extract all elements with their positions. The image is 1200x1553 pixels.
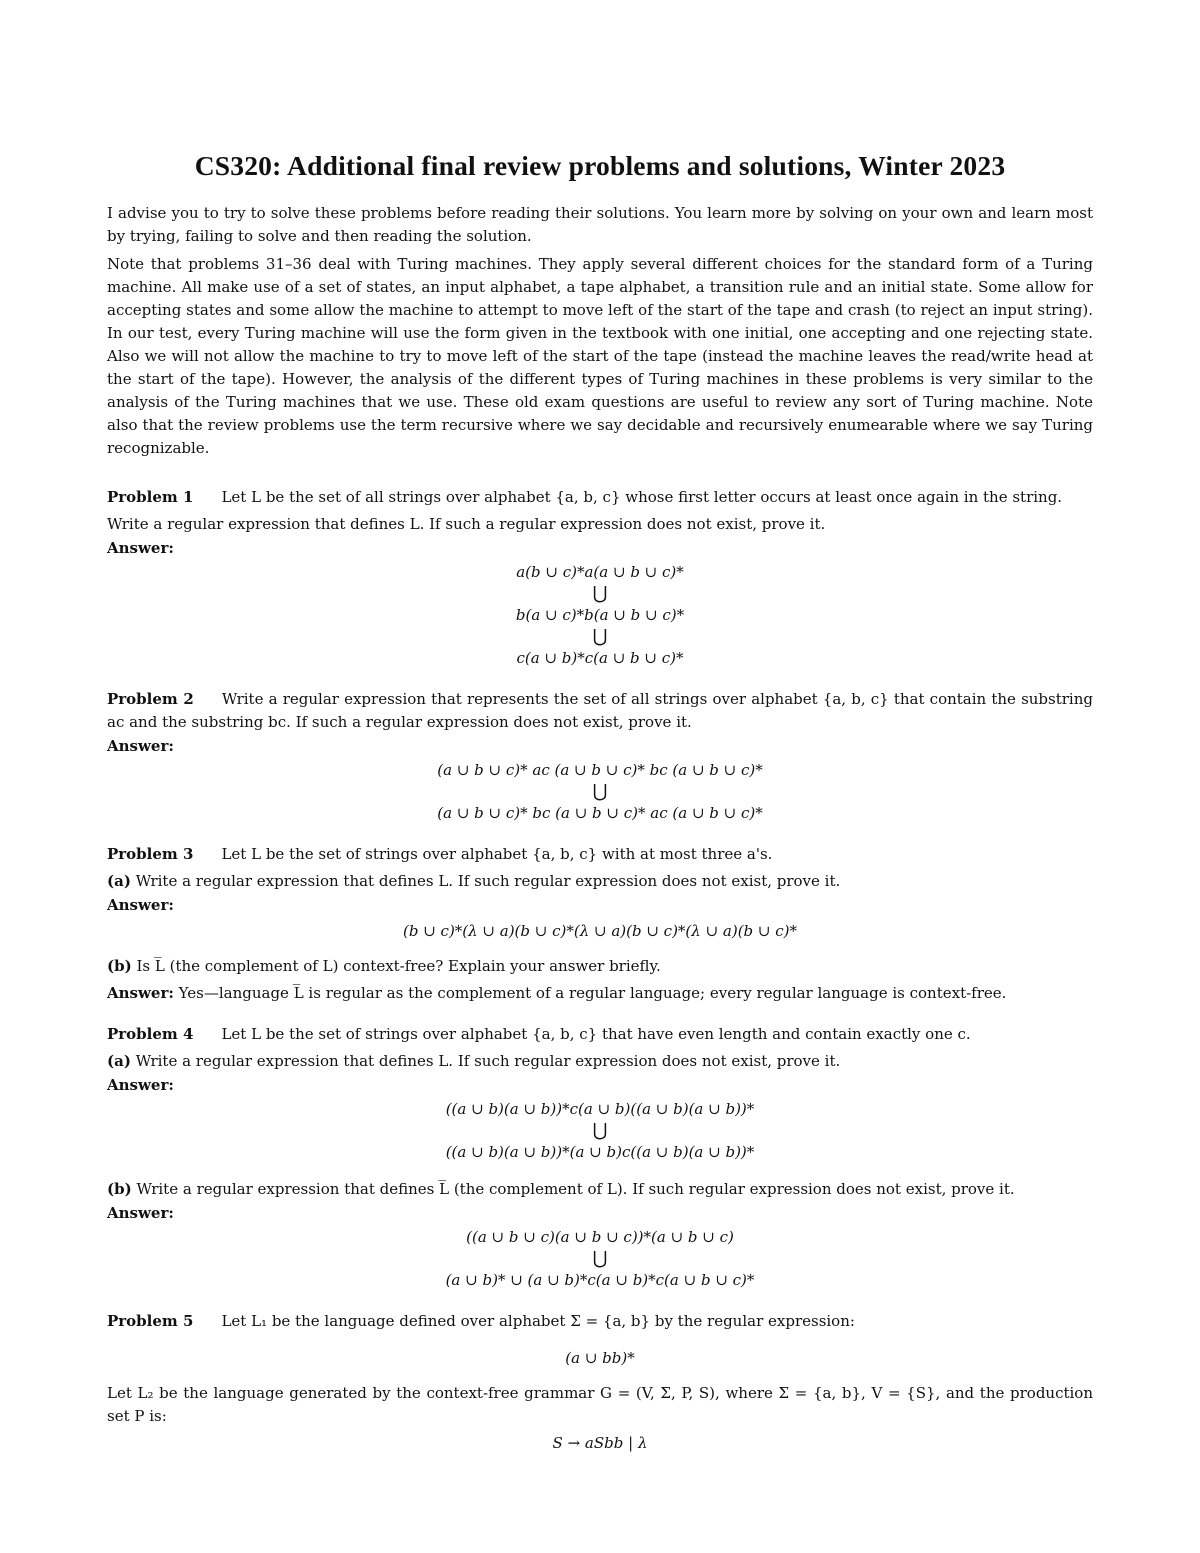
document-page <box>107 150 1093 1463</box>
problem-4-part-b-answer-line-2: (a ∪ b)* ∪ (a ∪ b)*c(a ∪ b)*c(a ∪ b ∪ c)* <box>445 1271 755 1289</box>
problem-5-regex: (a ∪ bb)* <box>565 1349 635 1367</box>
intro-paragraph-2: Note that problems 31–36 deal with Turing machines. They apply several different choices for the standard form of a Turing machine. All make use of a set of states, an input alphabet, a tape alphabet, a transition rule and an initial state. Some allow for accepting states and some allow the machine to attempt to move left of the start of the tape and crash (to reject an input string). In our test, every Turing machine will use the form given in the textbook with one initial, one accepting and one rejecting state. Also we will not allow the machine to try to move left of the start of the tape (instead the machine leaves the read/write head at the start of the tape). However, the analysis of the different types of Turing machines in these problems is very similar to the analysis of the Turing machines that we use. These old exam questions are useful to review any sort of Turing machine. Note also that the review problems use the term recursive where we say decidable and recursively enumearable where we say Turing recognizable. <box>107 255 1093 457</box>
answer-label: Answer: <box>107 737 174 755</box>
union-symbol: ⋃ <box>592 626 608 647</box>
problem-2-answer-line-2: (a ∪ b ∪ c)* bc (a ∪ b ∪ c)* ac (a ∪ b ∪ c)* <box>437 804 763 822</box>
answer-label: Answer: <box>107 896 174 914</box>
answer-label: Answer: <box>107 984 174 1002</box>
problem-5-text: Let L₁ be the language defined over alphabet Σ = {a, b} by the regular expression: <box>221 1312 855 1330</box>
problem-1-text: Let L be the set of all strings over alphabet {a, b, c} whose first letter occurs at least once again in the string. <box>221 488 1063 506</box>
problem-4-part-a-question: Write a regular expression that defines L. If such regular expression does not exist, prove it. <box>135 1052 841 1070</box>
problem-2-answer-line-1: (a ∪ b ∪ c)* ac (a ∪ b ∪ c)* bc (a ∪ b ∪ c)* <box>437 761 763 779</box>
problem-2-label: Problem 2 <box>107 690 194 708</box>
problem-4-label: Problem 4 <box>107 1025 194 1043</box>
problem-3-label: Problem 3 <box>107 845 194 863</box>
problem-2 <box>107 688 1093 825</box>
problem-5-label: Problem 5 <box>107 1312 194 1330</box>
problem-1-answer-line-1: a(b ∪ c)*a(a ∪ b ∪ c)* <box>516 563 684 581</box>
problem-4-part-a-answer-line-2: ((a ∪ b)(a ∪ b))*(a ∪ b)c((a ∪ b)(a ∪ b))* <box>445 1143 755 1161</box>
answer-label: Answer: <box>107 1204 174 1222</box>
problem-3-part-a-answer: (b ∪ c)*(λ ∪ a)(b ∪ c)*(λ ∪ a)(b ∪ c)*(λ ∪ a)(b ∪ c)* <box>402 922 798 940</box>
answer-label: Answer: <box>107 539 174 557</box>
intro-paragraph-1: I advise you to try to solve these problems before reading their solutions. You learn more by solving on your own and learn most by trying, failing to solve and then reading the solution. <box>107 204 1093 245</box>
problem-3-part-b-label: (b) <box>107 957 132 975</box>
problem-3-part-b-answer: Yes—language L̅ is regular as the complement of a regular language; every regular language is context-free. <box>178 984 1007 1002</box>
page-title: CS320: Additional final review problems and solutions, Winter 2023 <box>194 150 1006 181</box>
problem-1 <box>107 486 1093 670</box>
problem-1-answer-line-2: b(a ∪ c)*b(a ∪ b ∪ c)* <box>515 606 685 624</box>
problem-3 <box>107 843 1093 1005</box>
problem-4 <box>107 1023 1093 1292</box>
problem-4-part-b-question: Write a regular expression that defines L̅ (the complement of L). If such regular expression does not exist, prove it. <box>136 1180 1015 1198</box>
union-symbol: ⋃ <box>592 1248 608 1269</box>
problem-4-part-b-answer-line-1: ((a ∪ b ∪ c)(a ∪ b ∪ c))*(a ∪ b ∪ c) <box>466 1228 734 1246</box>
union-symbol: ⋃ <box>592 1120 608 1141</box>
problem-4-part-a-label: (a) <box>107 1052 131 1070</box>
problem-3-part-a-label: (a) <box>107 872 131 890</box>
problem-5 <box>107 1310 1093 1455</box>
problem-5-production: S → aSbb | λ <box>552 1434 648 1452</box>
problem-3-part-b-question: Is L̅ (the complement of L) context-free? Explain your answer briefly. <box>136 957 661 975</box>
problem-4-part-b-label: (b) <box>107 1180 132 1198</box>
union-symbol: ⋃ <box>592 781 608 802</box>
problem-4-text: Let L be the set of strings over alphabet {a, b, c} that have even length and contain exactly one c. <box>221 1025 971 1043</box>
problem-1-question: Write a regular expression that defines L. If such a regular expression does not exist, prove it. <box>107 515 826 533</box>
answer-label: Answer: <box>107 1076 174 1094</box>
problem-3-part-a-question: Write a regular expression that defines L. If such regular expression does not exist, prove it. <box>135 872 841 890</box>
problem-3-text: Let L be the set of strings over alphabet {a, b, c} with at most three a's. <box>221 845 773 863</box>
problem-4-part-a-answer-line-1: ((a ∪ b)(a ∪ b))*c(a ∪ b)((a ∪ b)(a ∪ b))* <box>445 1100 755 1118</box>
problem-2-text: Write a regular expression that represents the set of all strings over alphabet {a, b, c} that contain the substring ac and the substring bc. If such a regular expression does not exist, prove it. <box>107 690 1093 731</box>
intro-section <box>107 202 1093 460</box>
problem-1-answer-line-3: c(a ∪ b)*c(a ∪ b ∪ c)* <box>516 649 684 667</box>
union-symbol: ⋃ <box>592 583 608 604</box>
problem-5-text-2: Let L₂ be the language generated by the context-free grammar G = (V, Σ, P, S), where Σ = {a, b}, V = {S}, and the production set P is: <box>107 1384 1093 1425</box>
problem-1-label: Problem 1 <box>107 488 194 506</box>
